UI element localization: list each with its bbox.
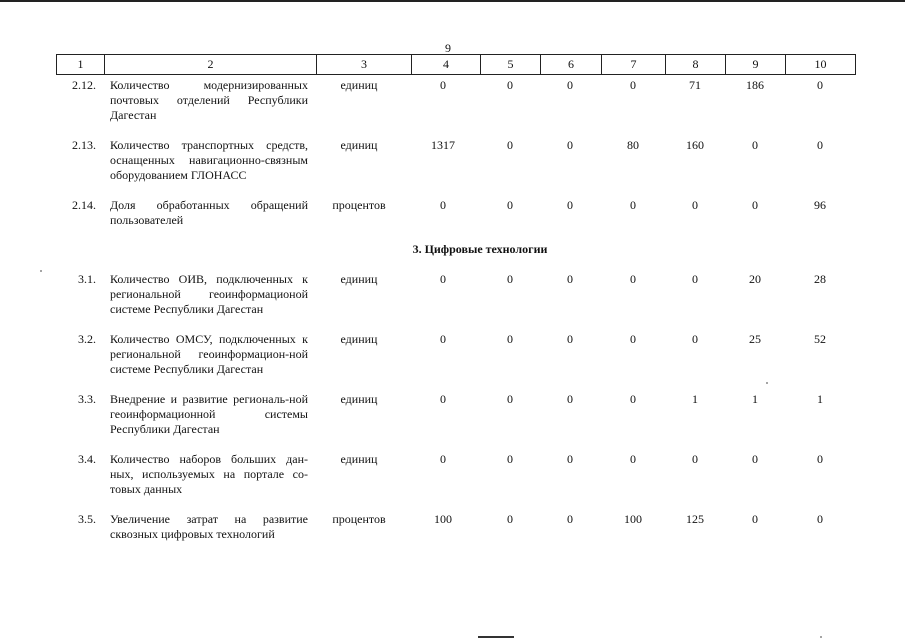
value-cell-col-9: 0 bbox=[752, 452, 758, 466]
value-cell-col-7: 80 bbox=[627, 138, 639, 152]
unit-cell: процентов bbox=[332, 198, 386, 212]
row-number: 3.1. bbox=[78, 272, 96, 286]
indicator-name: Количество модернизированных почтовых отделений Республики Дагестан bbox=[110, 78, 308, 122]
value-cell-col-5: 0 bbox=[507, 198, 513, 212]
value-cell-col-8: 0 bbox=[692, 272, 698, 286]
unit-cell: единиц bbox=[340, 138, 378, 152]
value-cell-col-6: 0 bbox=[567, 198, 573, 212]
value-cell-col-6: 0 bbox=[567, 512, 573, 526]
table-header-row bbox=[56, 54, 856, 75]
header-col-5: 5 bbox=[480, 55, 540, 74]
value-cell-col-5: 0 bbox=[507, 512, 513, 526]
bottom-edge-mark bbox=[478, 636, 514, 638]
unit-cell: единиц bbox=[340, 392, 378, 406]
value-cell-col-4: 0 bbox=[440, 332, 446, 346]
unit-cell: единиц bbox=[340, 332, 378, 346]
value-cell-col-5: 0 bbox=[507, 272, 513, 286]
value-cell-col-7: 0 bbox=[630, 452, 636, 466]
header-col-9: 9 bbox=[725, 55, 785, 74]
value-cell-col-8: 160 bbox=[686, 138, 704, 152]
row-number: 3.2. bbox=[78, 332, 96, 346]
value-cell-col-9: 0 bbox=[752, 138, 758, 152]
unit-cell: единиц bbox=[340, 78, 378, 92]
indicator-name: Увеличение затрат на развитие сквозных цифровых технологий bbox=[110, 512, 308, 541]
value-cell-col-10: 1 bbox=[817, 392, 823, 406]
value-cell-col-7: 0 bbox=[630, 78, 636, 92]
value-cell-col-6: 0 bbox=[567, 332, 573, 346]
row-number: 2.12. bbox=[72, 78, 96, 92]
scan-speck bbox=[40, 270, 42, 272]
value-cell-col-7: 0 bbox=[630, 272, 636, 286]
value-cell-col-10: 96 bbox=[814, 198, 826, 212]
header-col-10: 10 bbox=[785, 55, 856, 74]
value-cell-col-4: 0 bbox=[440, 272, 446, 286]
header-col-4: 4 bbox=[411, 55, 480, 74]
page-number: 9 bbox=[445, 41, 451, 55]
value-cell-col-7: 100 bbox=[624, 512, 642, 526]
row-number: 2.14. bbox=[72, 198, 96, 212]
indicator-name: Количество наборов больших дан-ных, используемых на портале со-товых данных bbox=[110, 452, 308, 496]
row-number: 3.4. bbox=[78, 452, 96, 466]
value-cell-col-8: 0 bbox=[692, 198, 698, 212]
value-cell-col-7: 0 bbox=[630, 332, 636, 346]
top-border-line bbox=[0, 0, 905, 2]
value-cell-col-10: 0 bbox=[817, 452, 823, 466]
indicator-name: Количество транспортных средств, оснащенных навигационно-связным оборудованием ГЛОНАСС bbox=[110, 138, 308, 182]
header-col-2: 2 bbox=[104, 55, 316, 74]
value-cell-col-10: 0 bbox=[817, 78, 823, 92]
value-cell-col-4: 0 bbox=[440, 78, 446, 92]
row-number: 3.3. bbox=[78, 392, 96, 406]
indicator-name: Доля обработанных обращений пользователей bbox=[110, 198, 308, 227]
section-title: 3. Цифровые технологии bbox=[412, 242, 548, 256]
value-cell-col-4: 100 bbox=[434, 512, 452, 526]
value-cell-col-5: 0 bbox=[507, 138, 513, 152]
value-cell-col-6: 0 bbox=[567, 452, 573, 466]
row-number: 3.5. bbox=[78, 512, 96, 526]
header-col-6: 6 bbox=[540, 55, 601, 74]
value-cell-col-7: 0 bbox=[630, 198, 636, 212]
value-cell-col-4: 0 bbox=[440, 198, 446, 212]
header-col-7: 7 bbox=[601, 55, 665, 74]
scan-speck bbox=[766, 382, 768, 384]
value-cell-col-10: 0 bbox=[817, 138, 823, 152]
value-cell-col-10: 52 bbox=[814, 332, 826, 346]
header-col-1: 1 bbox=[56, 55, 104, 74]
value-cell-col-4: 1317 bbox=[431, 138, 455, 152]
scan-speck bbox=[820, 636, 822, 638]
value-cell-col-9: 25 bbox=[749, 332, 761, 346]
value-cell-col-6: 0 bbox=[567, 138, 573, 152]
value-cell-col-9: 1 bbox=[752, 392, 758, 406]
value-cell-col-6: 0 bbox=[567, 78, 573, 92]
value-cell-col-8: 0 bbox=[692, 332, 698, 346]
indicator-name: Количество ОМСУ, подключенных к региональной геоинформацион-ной системе Республики Дагестан bbox=[110, 332, 308, 376]
header-col-8: 8 bbox=[665, 55, 725, 74]
value-cell-col-9: 186 bbox=[746, 78, 764, 92]
value-cell-col-5: 0 bbox=[507, 392, 513, 406]
value-cell-col-6: 0 bbox=[567, 272, 573, 286]
value-cell-col-9: 0 bbox=[752, 512, 758, 526]
value-cell-col-5: 0 bbox=[507, 78, 513, 92]
value-cell-col-5: 0 bbox=[507, 452, 513, 466]
unit-cell: единиц bbox=[340, 272, 378, 286]
indicator-name: Внедрение и развитие региональ-ной геоинформационной системы Республики Дагестан bbox=[110, 392, 308, 436]
value-cell-col-4: 0 bbox=[440, 452, 446, 466]
unit-cell: единиц bbox=[340, 452, 378, 466]
value-cell-col-9: 20 bbox=[749, 272, 761, 286]
value-cell-col-10: 0 bbox=[817, 512, 823, 526]
value-cell-col-8: 71 bbox=[689, 78, 701, 92]
row-number: 2.13. bbox=[72, 138, 96, 152]
indicator-name: Количество ОИВ, подключенных к региональной геоинформационой системе Республики Дагестан bbox=[110, 272, 308, 316]
value-cell-col-8: 0 bbox=[692, 452, 698, 466]
value-cell-col-6: 0 bbox=[567, 392, 573, 406]
unit-cell: процентов bbox=[332, 512, 386, 526]
value-cell-col-10: 28 bbox=[814, 272, 826, 286]
header-col-3: 3 bbox=[316, 55, 411, 74]
value-cell-col-5: 0 bbox=[507, 332, 513, 346]
value-cell-col-4: 0 bbox=[440, 392, 446, 406]
value-cell-col-9: 0 bbox=[752, 198, 758, 212]
value-cell-col-7: 0 bbox=[630, 392, 636, 406]
value-cell-col-8: 1 bbox=[692, 392, 698, 406]
value-cell-col-8: 125 bbox=[686, 512, 704, 526]
